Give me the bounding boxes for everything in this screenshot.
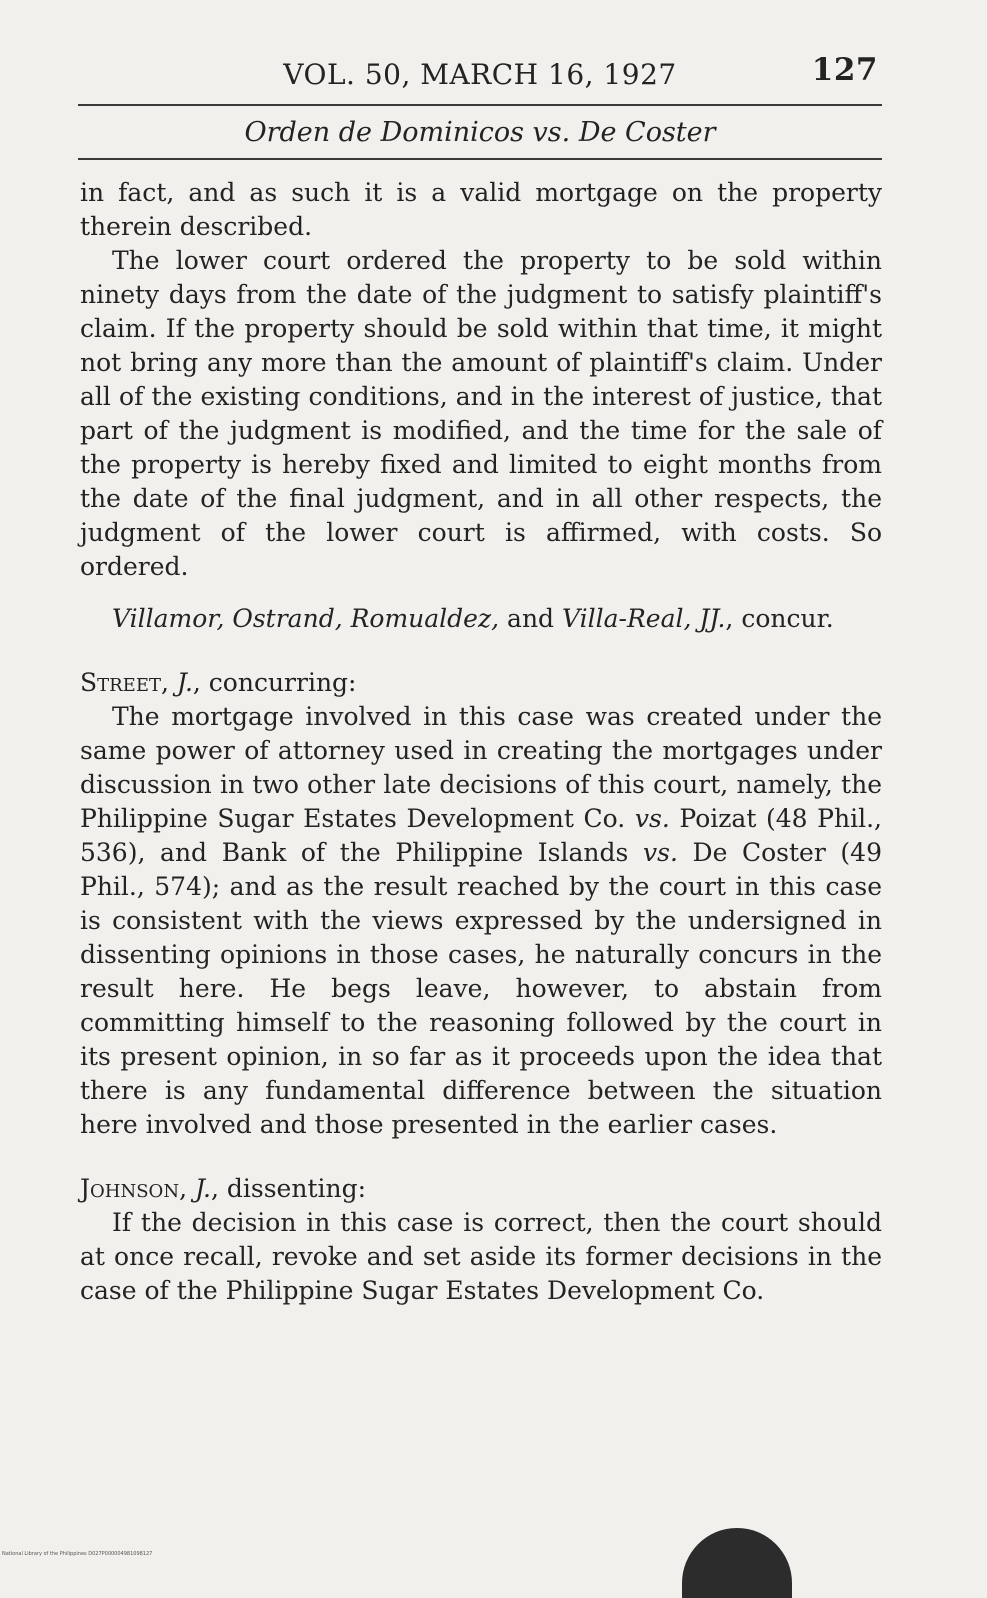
running-head: [78, 46, 882, 102]
concurring-justice-last: Villa-Real, JJ.: [562, 604, 726, 633]
street-text-part1: The mortgage involved in this case was created under the same power of attorney used in creating the mortgages under discussion in two other late decisions of this court, namely, the Philippine Sugar Estates Development Co.: [80, 702, 882, 833]
header-rule-bottom: [78, 158, 882, 160]
johnson-name: Johnson,: [80, 1174, 195, 1203]
street-suffix: , concurring:: [192, 668, 357, 697]
concurring-justices: Villamor, Ostrand, Romualdez,: [112, 604, 500, 633]
case-title-text: Orden de Dominicos vs. De Coster: [244, 116, 716, 148]
scan-footer-note: National Library of the Philippines D027P000004981098127: [2, 1551, 153, 1557]
paragraph-continuation: in fact, and as such it is a valid mortgage on the property therein described.: [80, 178, 882, 241]
opinion-body: [80, 176, 882, 1308]
johnson-opinion-text: If the decision in this case is correct, then the court should at once recall, revoke and set aside its former decisions in the case of the Philippine Sugar Estates Development Co.: [80, 1208, 882, 1305]
concur-rest: , concur.: [725, 604, 834, 633]
street-text-vs1: vs.: [634, 804, 670, 833]
street-text-vs2: vs.: [642, 838, 678, 867]
running-head-text: VOL. 50, MARCH 16, 1927: [283, 57, 677, 91]
street-text-part3: De Coster (49 Phil., 574); and as the result reached by the court in this case is consistent with the views expressed by the undersigned in dissenting opinions in those cases, he naturally concurs in the result here. He begs leave, however, to abstain from committing himself to the reasoning followed by the court in its present opinion, in so far as it proceeds upon the idea that there is any fundamental difference between the situation here involved and those presented in the earlier cases.: [80, 838, 882, 1139]
street-opinion-text: [80, 700, 882, 1142]
concurrence-line: [80, 602, 882, 636]
johnson-opinion-heading: [80, 1172, 882, 1206]
scan-artifact: [682, 1528, 792, 1598]
johnson-title: J.: [194, 1174, 211, 1203]
street-text-part2: Poizat (48 Phil., 536), and Bank of the Philippine Islands: [80, 804, 882, 867]
page-number: 127: [811, 52, 878, 88]
street-opinion-heading: [80, 666, 882, 700]
paragraph-ruling: The lower court ordered the property to be sold within ninety days from the date of the judgment to satisfy plaintiff's claim. If the property should be sold within that time, it might not bring any more than the amount of plaintiff's claim. Under all of the existing conditions, and in the interest of justice, that part of the judgment is modified, and the time for the sale of the property is hereby fixed and limited to eight months from the date of the final judgment, and in all other respects, the judgment of the lower court is affirmed, with costs. So ordered.: [80, 246, 882, 581]
case-title: [78, 104, 882, 160]
street-title: J.: [176, 668, 193, 697]
concur-and: and: [499, 604, 562, 633]
johnson-suffix: , dissenting:: [211, 1174, 367, 1203]
street-name: Street,: [80, 668, 177, 697]
